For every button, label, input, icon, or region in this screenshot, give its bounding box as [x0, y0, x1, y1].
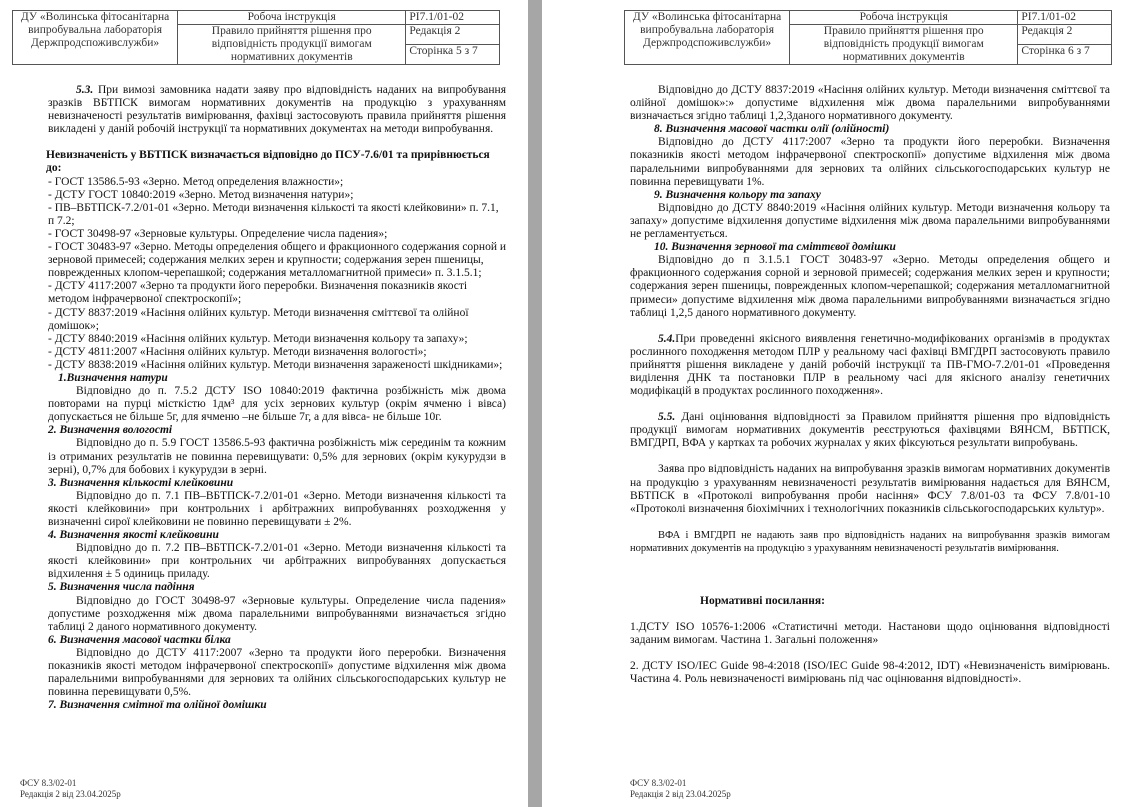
standards-list-item: - ДСТУ 8838:2019 «Насіння олійних культур. Методи визначення зараженості шкідниками»; [48, 358, 503, 371]
reference-1: 1.ДСТУ ISO 10576-1:2006 «Статистичні методи. Настанови щодо оцінювання відповідності заданим вимогам. Частина 1. Загальні положення» [630, 621, 1110, 647]
paragraph-vfa: ВФА і ВМГДРП не надають заяв про відповідність наданих на випробування зразків вимогам нормативних документів на продукцію з урахуванням невизначеності результатів вимірювання. [630, 529, 1110, 554]
page-body [630, 84, 1110, 686]
header-org: ДУ «Волинська фітосанітарна випробувальна лабораторія Держпродспоживслужби» [625, 11, 790, 65]
section-10-title: 10. Визначення зернової та сміттєвої домішки [654, 241, 896, 254]
header-code: РІ7.1/01-02 [406, 11, 500, 25]
page-header-table [624, 10, 1112, 65]
standards-list-item: - ДСТУ 8840:2019 «Насіння олійних культур. Методи визначення кольору та запаху»; [48, 332, 468, 345]
header-doc-type: Робоча інструкція [790, 11, 1018, 25]
section-2-title: 2. Визначення вологості [48, 424, 173, 437]
section-6-title: 6. Визначення масової частки білка [48, 633, 231, 646]
standards-list-item: - ДСТУ ГОСТ 10840:2019 «Зерно. Метод визначення натури»; [48, 188, 354, 201]
section-3-text: Відповідно до п. 7.1 ПВ–ВБТПСК-7.2/01-01 «Зерно. Методи визначення кількості та якості клейковини» при контрольних і арбітражних випробуваннях розходження у визначенні сирої клейковини не повинно перевищувати ± 2%. [48, 489, 506, 528]
header-edition: Редакція 2 [1018, 25, 1112, 45]
section-6-text: Відповідно до ДСТУ 4117:2007 «Зерно та продукти його переробки. Визначення показників якості методом інфрачервоної спектроскопії» допустиме відхилення між двома паралельними випробуваннями для зернових та олійних сільськогосподарських культур не повинна перевищувати 0,5%. [48, 646, 506, 699]
paragraph-statement: Заява про відповідність наданих на випробування зразків вимогам нормативних документів на продукцію з урахуванням невизначеності результатів вимірювання надається для ВЯНСМ, ВБТПСК в «Протоколі випробування проби насіння» ФСУ 7.8/01-03 та ФСУ 7.8/01-10 «Протоколі визначення біохімічних і технологічних показників сільськогосподарських культур». [630, 463, 1110, 515]
document-page-6 [542, 0, 1134, 807]
section-7-text: Відповідно до ДСТУ 8837:2019 «Насіння олійних культур. Методи визначення сміттєвої та олійної домішок»:» допустиме відхилення між двома паралельними випробуваннями визначається згідно таблиці 1,2,3даного нормативного документу. [630, 84, 1110, 123]
section-8-title: 8. Визначення масової частки олії (олійності) [654, 123, 890, 136]
section-9-text: Відповідно до ДСТУ 8840:2019 «Насіння олійних культур. Методи визначення кольору та запаху» допустиме відхилення допустиме відхилення між двома паралельними випробуваннями не регламентується. [630, 201, 1110, 241]
header-edition: Редакція 2 [406, 25, 500, 45]
section-9-title: 9. Визначення кольору та запаху [654, 188, 821, 201]
header-org: ДУ «Волинська фітосанітарна випробувальна лабораторія Держпродспоживслужби» [13, 11, 178, 65]
page-body [48, 84, 506, 712]
section-4-text: Відповідно до п. 7.2 ПВ–ВБТПСК-7.2/01-01 «Зерно. Методи визначення кількості та якості клейковини» при контрольних чи арбітражних випробуваннях допускається відхилення ± 5 одиниць приладу. [48, 542, 506, 581]
page-footer [20, 778, 121, 800]
section-5-text: Відповідно до ГОСТ 30498-97 «Зерновые культуры. Определение числа падения» допустиме розходження між двома паралельними випробуваннями визначається згідно таблиці 2 даного нормативного документу. [48, 594, 506, 633]
standards-list-item: - ДСТУ 8837:2019 «Насіння олійних культур. Методи визначення сміттєвої та олійної домішок»; [48, 306, 469, 332]
standards-list-item: - ГОСТ 13586.5-93 «Зерно. Метод определения влажности»; [48, 175, 344, 188]
references-title: Нормативні посилання: [700, 595, 825, 607]
paragraph-5-5: 5.5. Дані оцінювання відповідності за Правилом прийняття рішення про відповідність продукції вимогам нормативних документів реєструються фахівцями ВЯНСМ, ВБТПСК, ВМГДРП, ВФА у картках та робочих журналах у яких фіксуються результати випробувань. [630, 411, 1110, 450]
page-footer [630, 778, 731, 800]
standards-list-item: - ДСТУ 4117:2007 «Зерно та продукти його переробки. Визначення показників якості методом інфрачервоної спектроскопії»; [48, 280, 468, 306]
section-7-title: 7. Визначення смітної та олійної домішки [48, 699, 267, 712]
section-5-title: 5. Визначення числа падіння [48, 581, 195, 594]
header-doc-type: Робоча інструкція [178, 11, 406, 25]
section-1-text: Відповідно до п. 7.5.2 ДСТУ ISO 10840:2019 фактична розбіжність між двома повторами на пурці місткістю 1дм³ для усіх зернових культур (окрім ячменю і вівса) допускається не більше 5г, для ячменю –не більше 7г, а для вівса- не більше 10г. [48, 385, 506, 424]
standards-list-item: - ДСТУ 4811:2007 «Насіння олійних культур. Методи визначення вологості»; [48, 345, 427, 358]
header-doc-title: Правило прийняття рішення про відповідність продукції вимогам нормативних документів [178, 25, 406, 65]
standards-list-item: - ГОСТ 30498-97 «Зерновые культуры. Определение числа падения»; [48, 227, 388, 240]
standards-list-item: - ГОСТ 30483-97 «Зерно. Методы определения общего и фракционного содержания сорной и зерновой примесей; содержания мелких зерен и крупности; содержания зерен пшеницы, поврежденных клопом-черепашкой; содержания металломагнитной примеси» п. 3.1.5.1; [48, 241, 507, 280]
section-2-text: Відповідно до п. 5.9 ГОСТ 13586.5-93 фактична розбіжність між серединім та кожним із отриманих результатів не повинна перевищувати: 0,5% для зернових (окрім кукурудзи в зерні), 0,7% для бобових і кукурудзи в зерні. [48, 437, 506, 476]
header-doc-title: Правило прийняття рішення про відповідність продукції вимогам нормативних документів [790, 25, 1018, 65]
standards-list-item: - ПВ–ВБТПСК-7.2/01-01 «Зерно. Методи визначення кількості та якості клейковини» п. 7.1, п 7.2; [48, 201, 499, 227]
footer-form-code: ФСУ 8.3/02-01 [20, 778, 77, 788]
section-8-text: Відповідно до ДСТУ 4117:2007 «Зерно та продукти його переробки. Визначення показників якості методом інфрачервоної спектроскопії» допустиме відхилення між двома паралельними випробуваннями для зернових та олійних сільськогосподарських культур не повинна перевищувати 1%. [630, 136, 1110, 188]
header-page-number: Сторінка 6 з 7 [1018, 45, 1112, 65]
paragraph-5-4: 5.4.При проведенні якісного виявлення генетично-модифікованих організмів в продуктах рослинного походження методом ПЛР у реальному часі фахівці ВМГДРП застосовують правило прийняття рішення викладене у даній робочій інструкції та ПВ-ГМО-7.2/01-01 «Проведення виділення ДНК та постановки ПЛР в реальному часі для якісного аналізу генетичних модифікацій в продуктах рослинного походження». [630, 332, 1110, 398]
section-10-text: Відповідно до п 3.1.5.1 ГОСТ 30483-97 «Зерно. Методы определения общего и фракционного содержания сорной и зерновой примесей; содержания мелких зерен и крупности; содержания зерен пшеницы, поврежденных клопом-черепашкой; содержания металломагнитной примеси» допустиме відхилення між двома паралельними випробуваннями визначається згідно таблиці 1,2,5 даного нормативного документу. [630, 254, 1110, 319]
header-code: РІ7.1/01-02 [1018, 11, 1112, 25]
page-header-table [12, 10, 500, 65]
section-1-title: 1.Визначення натури [58, 371, 168, 384]
document-page-5 [0, 0, 528, 807]
section-4-title: 4. Визначення якості клейковини [48, 529, 219, 542]
footer-form-code: ФСУ 8.3/02-01 [630, 778, 687, 788]
footer-edition: Редакція 2 від 23.04.2025р [20, 789, 121, 799]
section-3-title: 3. Визначення кількості клейковини [48, 476, 234, 489]
standards-list [48, 176, 506, 372]
header-page-number: Сторінка 5 з 7 [406, 45, 500, 65]
uncertainty-title: Невизначеність у ВБТПСК визначається відповідно до ПСУ-7.6/01 та прирівнюється до: [46, 149, 490, 175]
footer-edition: Редакція 2 від 23.04.2025р [630, 789, 731, 799]
paragraph-5-3: 5.3. При вимозі замовника надати заяву про відповідність наданих на випробування зразків ВБТПСК вимогам нормативних документів на продукцію з урахуванням невизначеності результатів вимірювання, фахівці застосовують правила прийняття рішення викладені у даній робочій інструкції та нормативних документах на методи випробування. [48, 84, 506, 136]
reference-2: 2. ДСТУ ISO/IEC Guide 98-4:2018 (ISO/IEC Guide 98-4:2012, IDT) «Невизначеність вимірювань. Частина 4. Роль невизначеності вимірювань під час оцінювання відповідності». [630, 660, 1110, 686]
